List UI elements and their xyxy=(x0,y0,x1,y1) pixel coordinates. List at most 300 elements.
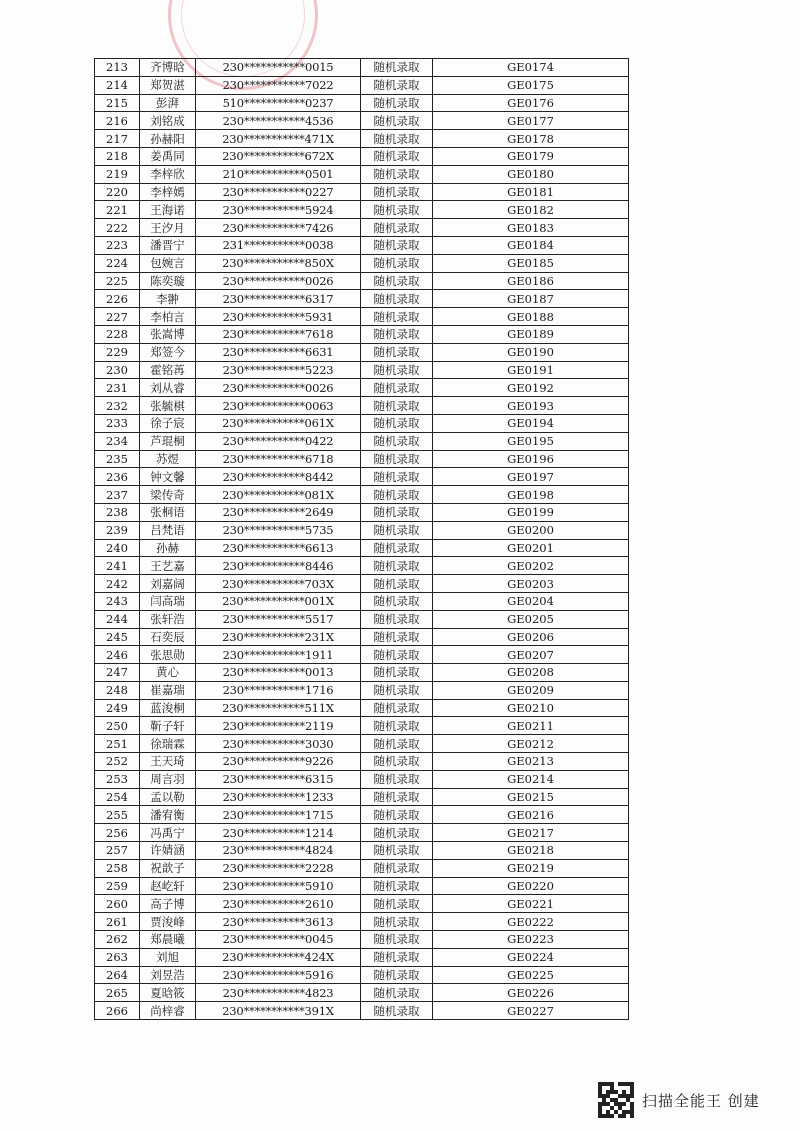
id-number: 230***********6718 xyxy=(196,450,361,468)
table-row xyxy=(95,397,629,415)
admission-code: GE0201 xyxy=(433,539,629,557)
table-row xyxy=(95,112,629,130)
admission-type: 随机录取 xyxy=(361,76,433,94)
admission-code: GE0175 xyxy=(433,76,629,94)
table-row xyxy=(95,290,629,308)
id-number: 230***********1715 xyxy=(196,806,361,824)
admission-table-body xyxy=(95,59,629,1020)
student-name: 李梓嫣 xyxy=(140,183,196,201)
admission-code: GE0195 xyxy=(433,432,629,450)
id-number: 230***********0045 xyxy=(196,931,361,949)
row-number: 242 xyxy=(95,575,140,593)
admission-type: 随机录取 xyxy=(361,753,433,771)
id-number: 230***********8446 xyxy=(196,557,361,575)
admission-type: 随机录取 xyxy=(361,290,433,308)
admission-code: GE0211 xyxy=(433,717,629,735)
admission-code: GE0209 xyxy=(433,681,629,699)
admission-type: 随机录取 xyxy=(361,486,433,504)
student-name: 刘旭 xyxy=(140,948,196,966)
student-name: 李柏言 xyxy=(140,308,196,326)
admission-code: GE0208 xyxy=(433,664,629,682)
id-number: 230***********3613 xyxy=(196,913,361,931)
row-number: 229 xyxy=(95,343,140,361)
admission-code: GE0178 xyxy=(433,130,629,148)
admission-type: 随机录取 xyxy=(361,735,433,753)
admission-code: GE0206 xyxy=(433,628,629,646)
table-row xyxy=(95,468,629,486)
row-number: 237 xyxy=(95,486,140,504)
admission-code: GE0202 xyxy=(433,557,629,575)
student-name: 冯禹宁 xyxy=(140,824,196,842)
admission-type: 随机录取 xyxy=(361,468,433,486)
row-number: 216 xyxy=(95,112,140,130)
row-number: 247 xyxy=(95,664,140,682)
admission-code: GE0225 xyxy=(433,966,629,984)
student-name: 蓝浚桐 xyxy=(140,699,196,717)
id-number: 230***********5223 xyxy=(196,361,361,379)
row-number: 217 xyxy=(95,130,140,148)
id-number: 230***********0026 xyxy=(196,272,361,290)
student-name: 霍铭苒 xyxy=(140,361,196,379)
admission-type: 随机录取 xyxy=(361,254,433,272)
row-number: 260 xyxy=(95,895,140,913)
admission-code: GE0177 xyxy=(433,112,629,130)
admission-code: GE0192 xyxy=(433,379,629,397)
student-name: 赵屹轩 xyxy=(140,877,196,895)
admission-code: GE0215 xyxy=(433,788,629,806)
table-row xyxy=(95,753,629,771)
table-row xyxy=(95,628,629,646)
admission-type: 随机录取 xyxy=(361,539,433,557)
student-name: 孟以勒 xyxy=(140,788,196,806)
id-number: 230***********4824 xyxy=(196,842,361,860)
admission-type: 随机录取 xyxy=(361,699,433,717)
admission-type: 随机录取 xyxy=(361,147,433,165)
table-row xyxy=(95,414,629,432)
row-number: 252 xyxy=(95,753,140,771)
student-name: 刘昱浩 xyxy=(140,966,196,984)
admission-code: GE0218 xyxy=(433,842,629,860)
id-number: 230***********2649 xyxy=(196,503,361,521)
row-number: 239 xyxy=(95,521,140,539)
admission-type: 随机录取 xyxy=(361,788,433,806)
student-name: 闫高瑞 xyxy=(140,592,196,610)
admission-code: GE0227 xyxy=(433,1002,629,1020)
row-number: 233 xyxy=(95,414,140,432)
id-number: 230***********5924 xyxy=(196,201,361,219)
admission-code: GE0199 xyxy=(433,503,629,521)
table-row xyxy=(95,984,629,1002)
admission-code: GE0222 xyxy=(433,913,629,931)
table-row xyxy=(95,521,629,539)
admission-code: GE0212 xyxy=(433,735,629,753)
admission-type: 随机录取 xyxy=(361,201,433,219)
row-number: 257 xyxy=(95,842,140,860)
student-name: 齐博晗 xyxy=(140,59,196,77)
table-row xyxy=(95,895,629,913)
admission-code: GE0220 xyxy=(433,877,629,895)
admission-code: GE0224 xyxy=(433,948,629,966)
table-row xyxy=(95,486,629,504)
student-name: 石奕辰 xyxy=(140,628,196,646)
student-name: 郑贺湛 xyxy=(140,76,196,94)
student-name: 李翀 xyxy=(140,290,196,308)
row-number: 241 xyxy=(95,557,140,575)
admission-code: GE0189 xyxy=(433,325,629,343)
student-name: 陈奕璇 xyxy=(140,272,196,290)
row-number: 261 xyxy=(95,913,140,931)
row-number: 218 xyxy=(95,147,140,165)
id-number: 230***********061X xyxy=(196,414,361,432)
admission-type: 随机录取 xyxy=(361,112,433,130)
row-number: 228 xyxy=(95,325,140,343)
id-number: 230***********4823 xyxy=(196,984,361,1002)
table-row xyxy=(95,308,629,326)
table-row xyxy=(95,877,629,895)
admission-type: 随机录取 xyxy=(361,325,433,343)
admission-type: 随机录取 xyxy=(361,895,433,913)
table-row xyxy=(95,646,629,664)
table-row xyxy=(95,343,629,361)
admission-code: GE0205 xyxy=(433,610,629,628)
student-name: 潘晋宁 xyxy=(140,236,196,254)
student-name: 梁传奇 xyxy=(140,486,196,504)
admission-code: GE0185 xyxy=(433,254,629,272)
student-name: 潘宥衡 xyxy=(140,806,196,824)
id-number: 230***********6613 xyxy=(196,539,361,557)
table-row xyxy=(95,859,629,877)
id-number: 230***********6315 xyxy=(196,770,361,788)
admission-type: 随机录取 xyxy=(361,664,433,682)
row-number: 263 xyxy=(95,948,140,966)
admission-type: 随机录取 xyxy=(361,130,433,148)
row-number: 254 xyxy=(95,788,140,806)
table-row xyxy=(95,325,629,343)
table-row xyxy=(95,450,629,468)
student-name: 苏煜 xyxy=(140,450,196,468)
admission-type: 随机录取 xyxy=(361,592,433,610)
admission-code: GE0182 xyxy=(433,201,629,219)
row-number: 255 xyxy=(95,806,140,824)
admission-code: GE0196 xyxy=(433,450,629,468)
table-row xyxy=(95,379,629,397)
student-name: 张桐语 xyxy=(140,503,196,521)
id-number: 230***********850X xyxy=(196,254,361,272)
admission-code: GE0191 xyxy=(433,361,629,379)
admission-type: 随机录取 xyxy=(361,503,433,521)
admission-type: 随机录取 xyxy=(361,397,433,415)
row-number: 232 xyxy=(95,397,140,415)
id-number: 230***********5735 xyxy=(196,521,361,539)
id-number: 230***********0227 xyxy=(196,183,361,201)
row-number: 225 xyxy=(95,272,140,290)
row-number: 256 xyxy=(95,824,140,842)
student-name: 李梓欣 xyxy=(140,165,196,183)
table-row xyxy=(95,931,629,949)
id-number: 230***********001X xyxy=(196,592,361,610)
row-number: 246 xyxy=(95,646,140,664)
table-row xyxy=(95,592,629,610)
admission-type: 随机录取 xyxy=(361,575,433,593)
table-row xyxy=(95,219,629,237)
table-row xyxy=(95,503,629,521)
admission-type: 随机录取 xyxy=(361,183,433,201)
admission-code: GE0198 xyxy=(433,486,629,504)
row-number: 236 xyxy=(95,468,140,486)
student-name: 王艺嘉 xyxy=(140,557,196,575)
row-number: 223 xyxy=(95,236,140,254)
student-name: 张嵩博 xyxy=(140,325,196,343)
table-row xyxy=(95,236,629,254)
table-row xyxy=(95,824,629,842)
row-number: 249 xyxy=(95,699,140,717)
table-row xyxy=(95,948,629,966)
table-row xyxy=(95,557,629,575)
student-name: 郑签今 xyxy=(140,343,196,361)
row-number: 265 xyxy=(95,984,140,1002)
admission-type: 随机录取 xyxy=(361,59,433,77)
id-number: 230***********0422 xyxy=(196,432,361,450)
admission-type: 随机录取 xyxy=(361,361,433,379)
student-name: 徐瑞霖 xyxy=(140,735,196,753)
student-name: 刘铭成 xyxy=(140,112,196,130)
admission-type: 随机录取 xyxy=(361,859,433,877)
student-name: 吕梵语 xyxy=(140,521,196,539)
row-number: 231 xyxy=(95,379,140,397)
admission-code: GE0216 xyxy=(433,806,629,824)
admission-code: GE0176 xyxy=(433,94,629,112)
id-number: 210***********0501 xyxy=(196,165,361,183)
id-number: 230***********1214 xyxy=(196,824,361,842)
admission-code: GE0210 xyxy=(433,699,629,717)
id-number: 510***********0237 xyxy=(196,94,361,112)
admission-code: GE0214 xyxy=(433,770,629,788)
id-number: 230***********5931 xyxy=(196,308,361,326)
admission-type: 随机录取 xyxy=(361,931,433,949)
admission-type: 随机录取 xyxy=(361,628,433,646)
table-row xyxy=(95,788,629,806)
admission-type: 随机录取 xyxy=(361,877,433,895)
admission-code: GE0221 xyxy=(433,895,629,913)
admission-type: 随机录取 xyxy=(361,806,433,824)
row-number: 221 xyxy=(95,201,140,219)
row-number: 244 xyxy=(95,610,140,628)
table-row xyxy=(95,913,629,931)
row-number: 227 xyxy=(95,308,140,326)
id-number: 230***********703X xyxy=(196,575,361,593)
admission-type: 随机录取 xyxy=(361,219,433,237)
table-row xyxy=(95,966,629,984)
row-number: 251 xyxy=(95,735,140,753)
table-row xyxy=(95,610,629,628)
watermark-text: 扫描全能王 创建 xyxy=(642,1091,760,1110)
table-row xyxy=(95,681,629,699)
id-number: 230***********0015 xyxy=(196,59,361,77)
admission-code: GE0207 xyxy=(433,646,629,664)
row-number: 214 xyxy=(95,76,140,94)
id-number: 231***********0038 xyxy=(196,236,361,254)
id-number: 230***********5517 xyxy=(196,610,361,628)
row-number: 215 xyxy=(95,94,140,112)
table-row xyxy=(95,664,629,682)
id-number: 230***********391X xyxy=(196,1002,361,1020)
admission-code: GE0188 xyxy=(433,308,629,326)
admission-code: GE0186 xyxy=(433,272,629,290)
row-number: 235 xyxy=(95,450,140,468)
admission-type: 随机录取 xyxy=(361,610,433,628)
admission-code: GE0179 xyxy=(433,147,629,165)
row-number: 243 xyxy=(95,592,140,610)
student-name: 靳子轩 xyxy=(140,717,196,735)
student-name: 孙赫阳 xyxy=(140,130,196,148)
admission-type: 随机录取 xyxy=(361,966,433,984)
table-row xyxy=(95,1002,629,1020)
admission-type: 随机录取 xyxy=(361,236,433,254)
table-row xyxy=(95,699,629,717)
student-name: 夏晗筱 xyxy=(140,984,196,1002)
id-number: 230***********7022 xyxy=(196,76,361,94)
student-name: 刘嘉阔 xyxy=(140,575,196,593)
table-row xyxy=(95,130,629,148)
table-row xyxy=(95,183,629,201)
admission-code: GE0183 xyxy=(433,219,629,237)
id-number: 230***********231X xyxy=(196,628,361,646)
admission-type: 随机录取 xyxy=(361,343,433,361)
id-number: 230***********9226 xyxy=(196,753,361,771)
student-name: 祝歆子 xyxy=(140,859,196,877)
admission-type: 随机录取 xyxy=(361,272,433,290)
admission-code: GE0226 xyxy=(433,984,629,1002)
admission-code: GE0219 xyxy=(433,859,629,877)
admission-type: 随机录取 xyxy=(361,948,433,966)
table-row xyxy=(95,361,629,379)
admission-type: 随机录取 xyxy=(361,984,433,1002)
row-number: 234 xyxy=(95,432,140,450)
id-number: 230***********6317 xyxy=(196,290,361,308)
admission-code: GE0204 xyxy=(433,592,629,610)
id-number: 230***********0026 xyxy=(196,379,361,397)
row-number: 222 xyxy=(95,219,140,237)
admission-code: GE0181 xyxy=(433,183,629,201)
row-number: 259 xyxy=(95,877,140,895)
student-name: 周言羽 xyxy=(140,770,196,788)
row-number: 248 xyxy=(95,681,140,699)
id-number: 230***********0063 xyxy=(196,397,361,415)
row-number: 253 xyxy=(95,770,140,788)
student-name: 张思勋 xyxy=(140,646,196,664)
admission-type: 随机录取 xyxy=(361,432,433,450)
admission-code: GE0217 xyxy=(433,824,629,842)
table-row xyxy=(95,432,629,450)
admission-type: 随机录取 xyxy=(361,1002,433,1020)
id-number: 230***********7618 xyxy=(196,325,361,343)
student-name: 崔嘉瑞 xyxy=(140,681,196,699)
row-number: 220 xyxy=(95,183,140,201)
admission-type: 随机录取 xyxy=(361,717,433,735)
admission-type: 随机录取 xyxy=(361,770,433,788)
admission-code: GE0190 xyxy=(433,343,629,361)
row-number: 240 xyxy=(95,539,140,557)
student-name: 刘从睿 xyxy=(140,379,196,397)
row-number: 250 xyxy=(95,717,140,735)
id-number: 230***********8442 xyxy=(196,468,361,486)
student-name: 孙赫 xyxy=(140,539,196,557)
id-number: 230***********2228 xyxy=(196,859,361,877)
row-number: 224 xyxy=(95,254,140,272)
student-name: 包婉言 xyxy=(140,254,196,272)
qr-code-icon xyxy=(598,1082,634,1118)
student-name: 王海诺 xyxy=(140,201,196,219)
row-number: 245 xyxy=(95,628,140,646)
admission-code: GE0223 xyxy=(433,931,629,949)
table-row xyxy=(95,272,629,290)
student-name: 彭湃 xyxy=(140,94,196,112)
id-number: 230***********1911 xyxy=(196,646,361,664)
id-number: 230***********1716 xyxy=(196,681,361,699)
id-number: 230***********424X xyxy=(196,948,361,966)
id-number: 230***********6631 xyxy=(196,343,361,361)
admission-type: 随机录取 xyxy=(361,842,433,860)
id-number: 230***********471X xyxy=(196,130,361,148)
student-name: 姜禹同 xyxy=(140,147,196,165)
admission-code: GE0187 xyxy=(433,290,629,308)
table-row xyxy=(95,717,629,735)
table-row xyxy=(95,59,629,77)
table-row xyxy=(95,539,629,557)
admission-type: 随机录取 xyxy=(361,913,433,931)
id-number: 230***********2119 xyxy=(196,717,361,735)
admission-code: GE0193 xyxy=(433,397,629,415)
row-number: 226 xyxy=(95,290,140,308)
admission-code: GE0197 xyxy=(433,468,629,486)
admission-type: 随机录取 xyxy=(361,379,433,397)
table-row xyxy=(95,770,629,788)
student-name: 张轩浩 xyxy=(140,610,196,628)
table-row xyxy=(95,842,629,860)
student-name: 郑晨曦 xyxy=(140,931,196,949)
id-number: 230***********511X xyxy=(196,699,361,717)
admission-type: 随机录取 xyxy=(361,414,433,432)
id-number: 230***********0013 xyxy=(196,664,361,682)
id-number: 230***********2610 xyxy=(196,895,361,913)
table-row xyxy=(95,94,629,112)
id-number: 230***********1233 xyxy=(196,788,361,806)
id-number: 230***********5916 xyxy=(196,966,361,984)
admission-code: GE0174 xyxy=(433,59,629,77)
table-row xyxy=(95,76,629,94)
row-number: 238 xyxy=(95,503,140,521)
id-number: 230***********672X xyxy=(196,147,361,165)
row-number: 258 xyxy=(95,859,140,877)
id-number: 230***********7426 xyxy=(196,219,361,237)
student-name: 张毓棋 xyxy=(140,397,196,415)
table-row xyxy=(95,575,629,593)
table-row xyxy=(95,201,629,219)
admission-type: 随机录取 xyxy=(361,557,433,575)
id-number: 230***********5910 xyxy=(196,877,361,895)
student-name: 王汐月 xyxy=(140,219,196,237)
table-row xyxy=(95,147,629,165)
admission-code: GE0213 xyxy=(433,753,629,771)
row-number: 230 xyxy=(95,361,140,379)
table-row xyxy=(95,735,629,753)
row-number: 266 xyxy=(95,1002,140,1020)
admission-type: 随机录取 xyxy=(361,646,433,664)
table-row xyxy=(95,254,629,272)
student-name: 尚梓睿 xyxy=(140,1002,196,1020)
student-name: 徐子宸 xyxy=(140,414,196,432)
id-number: 230***********4536 xyxy=(196,112,361,130)
